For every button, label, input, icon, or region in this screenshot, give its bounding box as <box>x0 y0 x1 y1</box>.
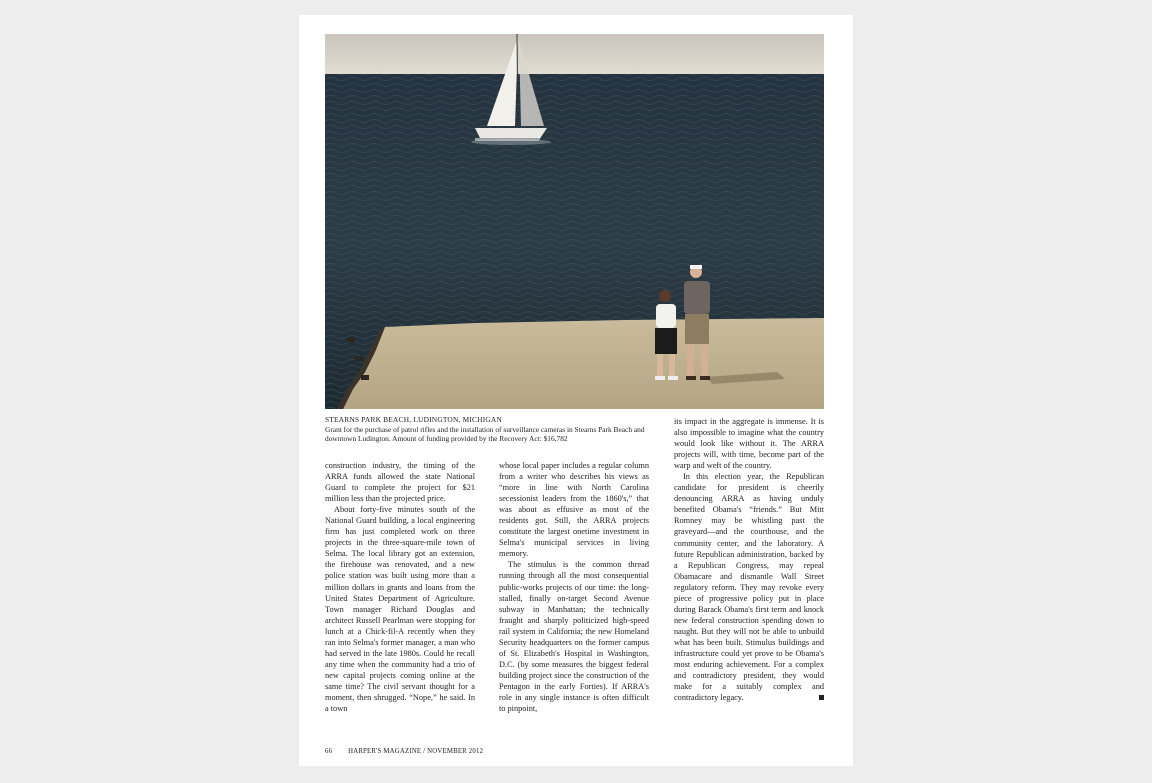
paragraph: The stimulus is the common thread running through all the most consequential public-works projects of our time: the long-stalled, finally on-target Second Avenue subway in Manhattan; the technically fraught and sharply politicized high-speed rail system in California; the new Homeland Security headquarters on the former campus of St. Elizabeth's Hospital in Washington, D.C. (by some measures the biggest federal building project since the construction of the Pentagon in the early Forties). If ARRA's role in any single instance is often difficult to pinpoint, <box>499 560 649 714</box>
magazine-page <box>299 15 853 766</box>
article-column-3 <box>674 416 824 703</box>
paragraph: its impact in the aggregate is immense. It is also impossible to imagine what the country would look like without it. The ARRA projects will, with time, become part of the warp and weft of the country. <box>674 417 824 471</box>
sailboat-pier-photo <box>325 34 824 409</box>
publication-line: HARPER'S MAGAZINE / NOVEMBER 2012 <box>348 748 484 755</box>
sailboat-pier-photo-icon <box>325 34 824 409</box>
paragraph: whose local paper includes a regular column from a writer who describes his views as “more in line with North Carolina secessionist leaders from the 1860's,” that was about as effusive as most of the residents got. Still, the ARRA projects constitute the largest onetime investment in Selma's municipal services in living memory. <box>499 461 649 559</box>
paragraph: About forty-five minutes south of the National Guard building, a local engineering firm has just completed work on three projects in the three-square-mile town of Selma. The local library got an extension, the firehouse was renovated, and a new police station was built using more than a million dollars in grants and loans from the United States Department of Agriculture. Town manager Richard Douglas and architect Russell Pearlman were stopping for lunch at a Chick-fil-A recently when they ran into Selma's former manager, a man who had served in the late 1980s. Could he recall any time when the community had a trio of new capital projects coming online at the same time? The civil servant thought for a moment, then shrugged. “Nope,” he said. In a town <box>325 505 475 714</box>
page-footer <box>325 748 483 755</box>
caption-title: STEARNS PARK BEACH, LUDINGTON, MICHIGAN <box>325 415 502 424</box>
photo-caption <box>325 415 653 444</box>
end-mark-icon <box>819 695 824 700</box>
paragraph: construction industry, the timing of the ARRA funds allowed the state National Guard to complete the project for $21 million less than the projected price. <box>325 461 475 504</box>
article-column-2 <box>499 460 649 714</box>
article-column-1 <box>325 460 475 714</box>
caption-text: Grant for the purchase of patrol rifles and the installation of surveillance cameras in Stearns Park Beach and downtown Ludington. Amount of funding provided by the Recovery Act: $16,782 <box>325 424 645 444</box>
paragraph-last <box>674 471 824 703</box>
paragraph-text: In this election year, the Republican candidate for president is cheerily denouncing ARRA as having unduly benefited Obama's “friends.” But Mitt Romney may be whistling past the graveyard—and the courthouse, and the community center, and the laboratory. A future Republican administration, backed by a Republican Congress, may repeal Obamacare and dismantle Wall Street regulatory reform. They may revoke every piece of progressive policy put in place during Barack Obama's first term and knock new federal construction spending down to naught. But they will not be able to unbuild what has been built. Stimulus buildings and infrastructure could yet prove to be Obama's most enduring achievement. For a complex and contradictory president, they would make for a suitably complex and contradictory legacy. <box>674 472 824 703</box>
page-number: 66 <box>325 748 333 755</box>
